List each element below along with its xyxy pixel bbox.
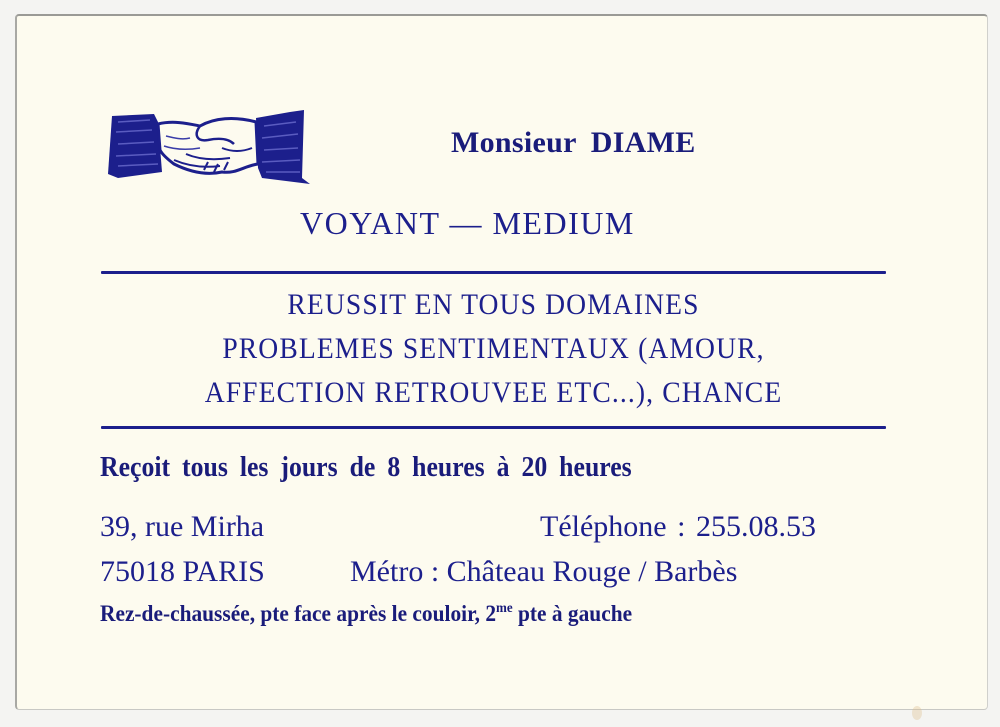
- ordinal-superscript: me: [496, 601, 513, 616]
- services-list: [132, 283, 854, 415]
- handshake-icon: [104, 108, 312, 186]
- directions-note: [100, 601, 632, 627]
- address-city: 75018 PARIS: [100, 555, 265, 588]
- paper-stain: [912, 706, 922, 720]
- directions-text-end: pte à gauche: [512, 601, 633, 626]
- profession-title: VOYANT — MEDIUM: [300, 205, 635, 241]
- directions-text: Rez-de-chaussée, pte face après le couloir, 2: [100, 601, 497, 626]
- name-surname: DIAME: [590, 126, 696, 159]
- service-line: AFFECTION RETROUVEE ETC...), CHANCE: [204, 376, 783, 409]
- metro-info: Métro : Château Rouge / Barbès: [350, 555, 738, 588]
- service-line: REUSSIT EN TOUS DOMAINES: [287, 288, 700, 321]
- opening-hours: Reçoit tous les jours de 8 heures à 20 heures: [100, 452, 632, 483]
- address-street: 39, rue Mirha: [100, 510, 265, 543]
- practitioner-name: [451, 126, 696, 160]
- name-honorific: Monsieur: [451, 126, 577, 159]
- phone-label: Téléphone :: [540, 510, 686, 543]
- top-divider: [101, 271, 886, 274]
- phone-number: 255.08.53: [695, 510, 816, 543]
- bottom-divider: [101, 426, 886, 429]
- service-line: PROBLEMES SENTIMENTAUX (AMOUR,: [222, 332, 765, 365]
- phone-info: [540, 510, 816, 544]
